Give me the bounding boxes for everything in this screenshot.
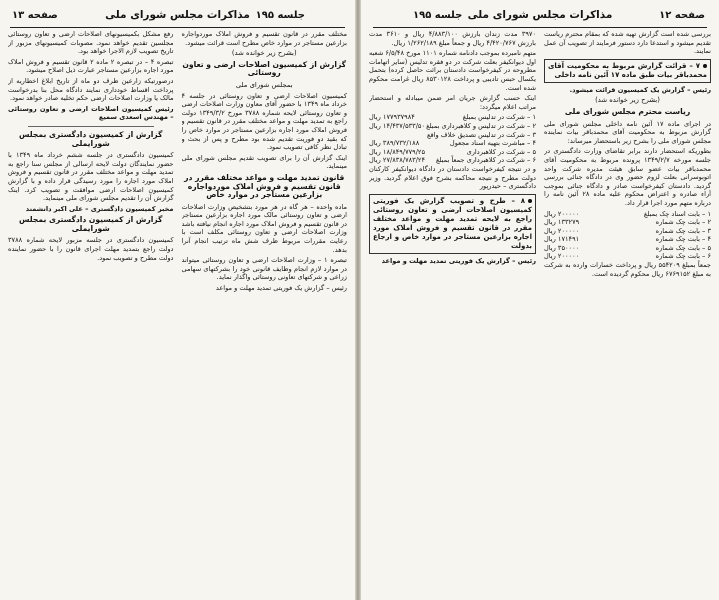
left-page	[0, 0, 355, 600]
signature-line: مخبر کمیسیون دادگستری – علی اکبر دانشمند	[25, 204, 174, 213]
list-item	[369, 122, 536, 131]
right-page-title: مذاکرات مجلس شورای ملی	[467, 9, 613, 21]
section-heading: ریاست محترم مجلس شورای ملی	[564, 106, 691, 116]
right-page-column-left	[369, 30, 536, 600]
signature-line: رئیس کمیسیون اصلاحات ارضی و تعاون روستائی – مهندس اسعدی سمیع	[8, 104, 174, 122]
paragraph: تبصره ۴ – در تبصره ۲ ماده ۲ قانون تقسیم و فروش املاک مورد اجاره بزارعین مستاجر عبارت ذیل اصلاح میشود.	[8, 57, 174, 75]
amount-list	[544, 210, 711, 262]
list-item-label: ۱ – شرکت در تدلیس بمبلغ	[462, 113, 536, 122]
section-heading: گزارش از کمیسیون دادگستری بمجلس شورایملی	[19, 129, 163, 148]
paragraph: تبصره ۱ – وزارت اصلاحات ارضی و تعاون روستائی میتواند در موارد لازم انجام وظایف قانونی خود را بشرکتهای سهامی زراعی و شرکتهای تعاونی روستائی واگذار نماید.	[181, 256, 347, 282]
list-item	[369, 113, 536, 122]
left-page-header	[10, 6, 345, 28]
paragraph: رئیس – گزارش یک فوریتی تمدید مهلت و مواعد	[215, 284, 347, 293]
paragraph: ۳۹۷۰ مدت زندان بارزش ۴/۸۸۳/۱۰۰ ریال و ۳۶۱۰ مدت بارزش ۴/۴۲۰/۷۶۷ ریال و جمعاً مبلغ ۱/۲۶۲/۱۸۹ ریال.	[369, 30, 536, 47]
paragraph: در اجرای ماده ۱۷ آئین نامه داخلی مجلس شورای ملی گزارش مربوط به محکومیت آقای محمدباقر بیات نماینده مجلس شورای ملی را بشرح زیر باستحضار میرساند:	[544, 119, 711, 145]
charge-list	[369, 113, 536, 165]
paragraph: بررسی شده است گزارش تهیه شده که بمقام محترم ریاست تقدیم میشود و استدعا دارد دستور فرمایند از تصویب آن عمل نمایند.	[544, 30, 711, 56]
list-item-label: ۱ – بابت اسناد چک بمبلغ	[643, 209, 711, 218]
divider	[28, 126, 154, 127]
section-heading: گزارش از کمیسیون دادگستری بمجلس شورایملی	[19, 215, 163, 233]
list-item-label: ۶ – شرکت در کلاهبرداری جمعاً بمبلغ	[435, 156, 536, 165]
paragraph: رفع مشکل بکمیسیونهای اصلاحات ارضی و تعاون روستائی مجلسین تقدیم خواهد نمود. مصوبات کمیسیونهای مزبور از تاریخ تصویب لازم الاجرا خواهد بود.	[8, 30, 174, 56]
right-page	[361, 0, 719, 600]
paragraph: مختلف مقرر در قانون تقسیم و فروش املاک موردواجاره بزارعین مستاجر در موارد خاص مطرح است قرائت میشود.	[181, 30, 347, 47]
list-item-label: ۴ – بابت چک شماره	[655, 235, 711, 244]
reading-note: (بشرح زیر خوانده شد)	[231, 49, 297, 58]
section-subheading: بمجلس شورای ملی	[235, 80, 293, 89]
list-item-label: ۲ – بابت چک شماره	[655, 218, 711, 227]
agenda-item-box	[544, 59, 711, 83]
list-item-value: ۲۰۰۰۰۰ ریال	[544, 252, 580, 261]
paragraph: کمیسیون اصلاحات ارضی و تعاون روستائی در جلسه ۴ خرداد ماه ۱۳۴۹ با حضور آقای معاون وزارت اصلاحات ارضی و تعاون روستائی لایحه شماره ۳۷۸۸ مورخ ۱۳۴۹/۳/۲ دولت راجع به تمدید مهلت و مواعد مختلف مقرر در قانون تقسیم و فروش املاک مورد اجاره بزارعین مستاجر در موارد خاص را که بقید دو فوریت تقدیم شده بود مطرح و پس از بحث و تبادل نظر کافی تصویب نمود.	[181, 91, 347, 152]
list-item-value: ۱۳۳۲۷۹ ریال	[544, 218, 580, 227]
list-item-label: ۲ – شرکت در تدلیس و کلاهبرداری بمبلغ	[426, 121, 536, 130]
list-item	[369, 131, 536, 140]
agenda-item-box	[369, 194, 536, 254]
list-item	[369, 139, 536, 148]
paragraph: کمیسیون دادگستری در جلسه ششم خرداد ماه ۱۳۴۹ با حضور نمایندگان دولت لایحه ارسالی از مجلس سنا راجع به تمدید مهلت و مواعد مختلف مقرر در قانون تقسیم و فروش املاک مورد اجاره را مورد رسیدگی قرار داده و با گزارش کمیسیون اصلاحات ارضی موافقت و تصویب کرد. اینک گزارش آن را تقدیم مجلس شورای ملی مینماید.	[8, 151, 174, 203]
paragraph: درصورتیکه زارعین ظرف دو ماه از تاریخ ابلاغ اخطاریه از پرداخت اقساط خودداری نمایند دادگاه محل بنا بدرخواست مالک یا وزارت اصلاحات ارضی حکم تخلیه صادر خواهد نمود.	[8, 76, 174, 103]
reading-note: (بشرح زیر خوانده شد)	[595, 96, 660, 105]
list-item-value: ۱۸/۸۴۹/۷۷۹/۲۵ ریال	[369, 147, 426, 156]
list-item-value: ۳۵۰۰۰۰ ریال	[544, 243, 580, 252]
list-item-label: ۴ – مباشرت بتهیه اسناد مجعول	[449, 139, 536, 148]
paragraph: ماده واحده – هر گاه در هر مورد بتشخیص وزارت اصلاحات ارضی و تعاون روستائی مالک مورد اجاره بزارعین مستاجر در قانون تقسیم و فروش املاک مورد اجاره انجام نیافته باشد وزارت اصلاحات ارضی و تعاون روستائی مکلف است با رعایت مقررات مربوط ظرف شش ماه ترتیب انجام آنرا بدهد.	[181, 202, 347, 254]
right-page-header	[373, 6, 707, 28]
list-item-label: ۳ – شرکت در تدلیس تصدیق خلاف واقع	[427, 130, 536, 139]
list-item-label: ۵ – شرکت در کلاهبرداری	[466, 147, 536, 156]
left-page-title: مذاکرات مجلس شورای ملی	[105, 9, 250, 21]
list-item-label: ۶ – بابت چک شماره	[655, 252, 711, 261]
paragraph: کمیسیون دادگستری در جلسه مزبور لایحه شماره ۳۷۸۸ دولت راجع بتمدید مهلت اجرای قانون را با حضور نماینده دولت مطرح و تصویب نمود.	[8, 236, 174, 262]
paragraph: اینک گزارش آن را برای تصویب تقدیم مجلس شورای ملی مینماید.	[181, 153, 347, 171]
right-page-session: جلسه ۱۹۵	[413, 10, 463, 21]
section-heading: گزارش از کمیسیون اصلاحات ارضی و تعاون روستائی	[182, 59, 347, 78]
list-item-value: ۲۷/۸۳۸/۷۸۳/۲۴ ریال	[369, 156, 426, 165]
section-heading: قانون تمدید مهلت و مواعد مختلف مقرر در قانون تقسیم و فروش املاک موردواجاره بزارعین مستاجر در موارد خاص	[184, 172, 345, 200]
right-page-column-right	[544, 30, 711, 600]
list-item-value: ۱۷۱۴۹۱ ریال	[544, 235, 580, 244]
paragraph: بطوریکه استحضار دارند برابر تقاضای وزارت دادگستری در جلسه مورخه ۱۳۴۹/۲/۷ پرونده مربوط به محکومیت آقای محمدباقر بیات عضو سابق هیئت مدیره شرکت واحد اتوبوسرانی بعلت لزوم حضور وی در دادگاه جنائی بررسی گردید. دادستان کیفرخواست صادر و دادگاه جنائی بموجب آراء صادره و اعتراض محکوم علیه ماده ۲۸ آئین نامه را درباره متهم مورد اجرا قرار داد.	[544, 147, 711, 207]
list-item-value: ۳۸۹/۷۳۲/۱۸۸ ریال	[369, 139, 420, 148]
paragraph: و در نتیجه کیفرخواست دادستان در دادگاه دیوانکیفر کارکنان دولت مطرح و نتیجه محاکمه بشرح فوق اعلام گردید. وزیر دادگستری – حیدرپور	[369, 164, 536, 191]
list-item-value: ۲۰۰۰۰۰ ریال	[544, 209, 580, 218]
left-page-number: صفحه ۱۳	[12, 10, 58, 21]
left-page-column-left	[8, 30, 174, 600]
list-item-value: ۱۷۷۹۳۷۹۸۴ ریال	[369, 113, 415, 122]
left-page-column-right	[182, 30, 348, 600]
agenda-item-text: ۸ – طرح و تصویب گزارش یک فوریتی کمیسیون اصلاحات ارضی و تعاون روستائی راجع به لایحه تمدید مهلت و مواعد مختلف مقرر در قانون تقسیم و فروش املاک مورد اجاره بزارعین مستاجر در موارد خاص و ارجاع بدولت	[373, 196, 532, 250]
agenda-item-text: ۷ – قرائت گزارش مربوط به محکومیت آقای محمدباقر بیات طبق ماده ۱۷ آئین نامه داخلی	[548, 61, 707, 79]
list-item	[544, 235, 711, 244]
speaker-line: رئیس – گزارش یک فوریتی تمدید مهلت و مواعد	[381, 256, 536, 265]
speaker-line: رئیس – گزارش یک کمیسیون قرائت میشود.	[569, 85, 711, 94]
right-page-number: صفحه ۱۲	[659, 10, 705, 21]
list-item	[544, 218, 711, 227]
paragraph: اینک حسب گزارش جریان امر ضمن میبادله و استحضار مراتب اعلام میگردد:	[369, 94, 536, 111]
bullet-icon	[703, 64, 707, 68]
list-item-label: ۵ – بابت چک شماره	[655, 243, 711, 252]
list-item-value: ۱۴/۴۳۷/۵۳۳/۵۰ ریال	[369, 121, 426, 130]
list-item	[544, 244, 711, 253]
list-item	[544, 252, 711, 261]
paragraph: متهم نامبرده بموجب دادنامه شماره ۱۱۰۱ مورخ ۶/۵/۴۸ شعبه اول دیوانکیفر بعلت شرکت در دو فقره تدلیس (سایر اتهامات مطروحه در کیفرخواست دادستان برائت حاصل کرده) بتحمل یکسال حبس تادیبی و پرداخت ۸۵۳۰۱۲۸ ریال غرامت محکوم شده است.	[369, 49, 536, 92]
list-item-label: ۳ – بابت چک شماره	[655, 226, 711, 235]
list-item-value: ۲۰۰۰۰۰ ریال	[544, 226, 580, 235]
list-item	[544, 227, 711, 236]
paragraph: جمعاً بمبلغ ۵۵۴۲۰۹ ریال و پرداخت خسارات وارده به شرکت به مبلغ ۶۷۶۹۱۵۲ ریال محکوم گردیده است.	[544, 261, 711, 278]
list-item	[544, 210, 711, 219]
left-page-session: جلسه ۱۹۵	[255, 10, 305, 21]
bullet-icon	[528, 199, 532, 203]
list-item	[369, 156, 536, 165]
